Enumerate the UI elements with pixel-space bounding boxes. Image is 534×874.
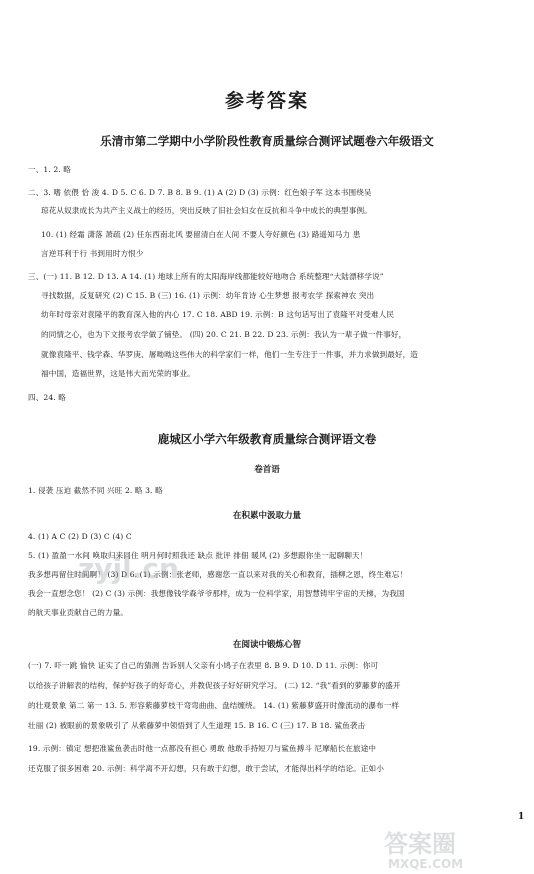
- answer-line: 5. (1) 盈盈一水间 唤取归来同住 明月何时照我还 缺点 批评 排佃 暖风 (2) 多想跟你坐一起聊聊天！: [28, 551, 368, 560]
- answer-line: 三、(一) 11. B 12. D 13. A 14. (1) 地球上所有的太阳海岸线都能较好地吻合 系统整理“大陆漂移学说”: [28, 272, 384, 281]
- answer-line: 二、3. 嗜 依偎 恰 浚 4. D 5. C 6. D 7. B 8. B 9. (1) A (2) D (3) 示例：红色娘子军 这本书围绕吴: [28, 188, 372, 197]
- subsection-title: 在积累中汲取力量: [232, 511, 301, 521]
- answer-line: 我多想再留住时间啊！ (3) D 6. (1) 示例：张老师，感谢您一直以来对我的关心和教育，插柳之恩，终生难忘！: [28, 570, 408, 579]
- subsection-title: 卷首语: [254, 465, 280, 475]
- answer-line: 壮丽 (2) 被眼前的景象吸引了 从紫藤萝中领悟到了人生道理 15. B 16. C (三) 17. B 18. 鲨鱼袭击: [28, 721, 366, 730]
- answer-line: 幼年时母亲对袁隆平的教育深入他的内心 17. C 18. ABD 19. 示例：B 这句话写出了袁隆平对受难人民: [41, 310, 395, 319]
- page-number: 1: [518, 812, 525, 822]
- watermark-logo-text: 答案圈: [384, 830, 456, 858]
- answer-line: 四、24. 略: [28, 393, 66, 402]
- answer-line: (一) 7. 吓一跳 愉快 证实了自己的猜测 告诉别人父亲有小鸠子在表里 8. B 9. D 10. D 11. 示例：你可: [28, 661, 379, 670]
- answer-line: 的壮观景象 第二 第一 13. 5. 形容紫藤萝枝干弯弯曲曲、盘结缠绕。 14. (1) 紫藤萝盛开时像流动的瀑布一样: [28, 701, 400, 710]
- page-title: 参考答案: [224, 90, 309, 112]
- answer-line: 寻找数据，反复研究 (2) C 15. B (三) 16. (1) 示例：幼年肯诗 心生梦想 报考农学 探索神农 突出: [41, 291, 375, 300]
- answer-line: 10. (1) 经霜 潇落 萧疏 (2) 任东西南北风 要留清白在人间 不要人夸好颜色 (3) 路遥知马力 患: [41, 230, 361, 239]
- answer-line: 我会一直想念您！ (2) C (3) 示例：我想像钱学森爷爷那样，成为一位科学家，用智慧铸牢宇宙的天梯，为我国: [28, 589, 405, 598]
- answer-line: 言逆耳利于行 书到用时方恨少: [41, 249, 144, 258]
- watermark-logo: [382, 826, 522, 870]
- answer-line: 还克服了很多困难 20. 示例：科学离不开幻想，只有敢于幻想，敢于尝试，才能得出科学的结论。正如小: [28, 764, 384, 773]
- answer-line: 就像袁隆平、钱学森、华罗庚、屠呦呦这些伟大的科学家们一样，他们一生专注于一件事，并力求做到最好，造: [41, 350, 418, 359]
- answer-line: 1. 侵袭 压迫 截然不同 兴旺 2. 略 3. 略: [28, 486, 163, 495]
- answer-line: 琼花从奴隶成长为共产主义战士的经历，突出反映了旧社会妇女在反抗和斗争中成长的典型事例。: [41, 206, 372, 215]
- answer-line: 的同情之心，也为下文报考农学做了铺垫。 (四) 20. C 21. B 22. D 23. 示例：我认为一辈子做一件事好，: [41, 330, 407, 339]
- section-title-yueqing: 乐清市第二学期中小学阶段性教育质量综合测评试题卷六年级语文: [100, 134, 434, 148]
- answer-line: 以给孩子讲解表的结构，保护好孩子的好奇心，并教促孩子好好研究学习。 (二) 12. “我”看到的萝藤萝的盛开: [28, 681, 401, 690]
- answer-line: 福中国，造福世界，这是伟大而光荣的事业。: [41, 369, 195, 378]
- watermark-left: [78, 552, 179, 612]
- subsection-title: 在阅读中锻炼心智: [232, 640, 301, 650]
- answer-line: 19. 示例：镇定 想把准鲨鱼袭击时他一点都没有担心 勇敢 他敢手持短刀与鲨鱼搏斗 尼摩船长在旅途中: [28, 744, 377, 753]
- watermark-left-text: zyjl.cn: [78, 552, 179, 585]
- answer-line: 一、1. 2. 略: [28, 165, 71, 174]
- answer-line: 的航天事业贡献自己的力量。: [28, 608, 129, 617]
- answer-line: 4. (1) A C (2) D (3) C (4) C: [28, 532, 132, 541]
- watermark-logo-sub: MXQE.COM: [388, 857, 464, 870]
- section-title-lucheng: 鹿城区小学六年级教育质量综合测评语文卷: [157, 432, 377, 446]
